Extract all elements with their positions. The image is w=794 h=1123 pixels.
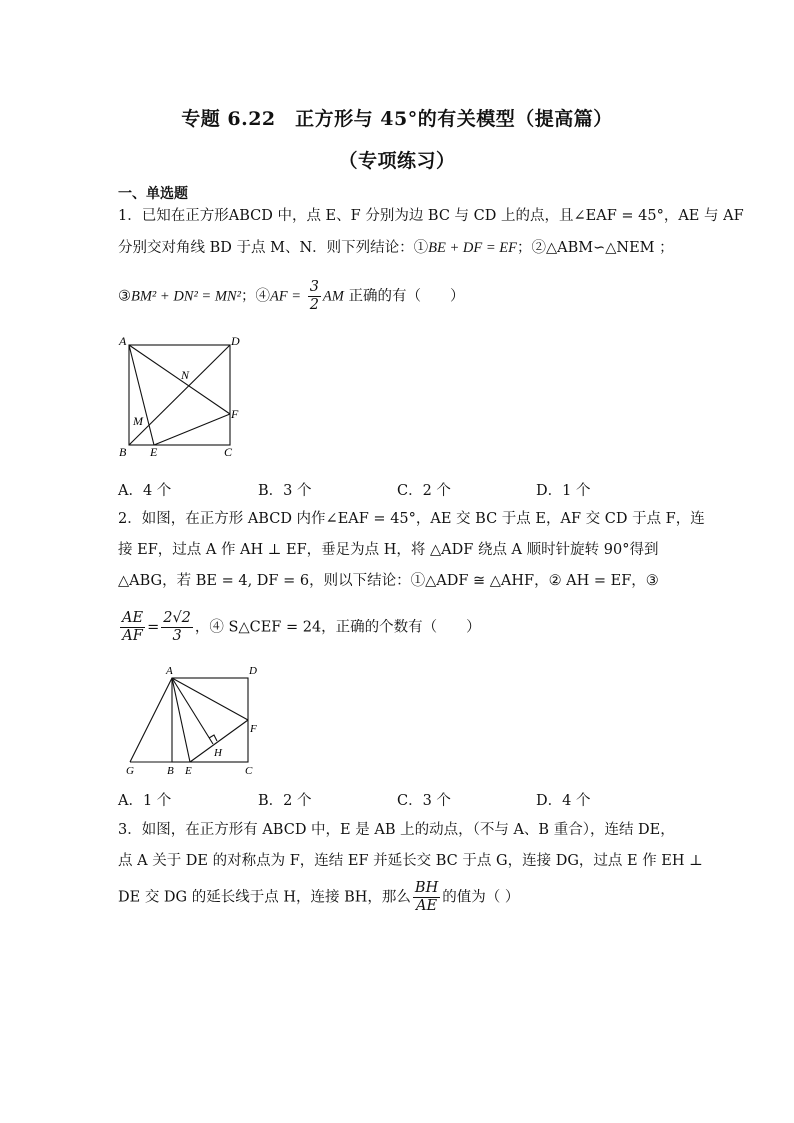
q2-label-a: A [166, 665, 173, 677]
q1-label-f: F [231, 407, 239, 421]
q1-label-m: M [133, 414, 143, 428]
q3-line-3 [118, 880, 688, 915]
q2-label-d: D [249, 665, 257, 677]
q1-line-2 [118, 238, 688, 258]
q1-equation-4: AF = [269, 288, 302, 305]
q2-option-b: B．2 个 [258, 793, 312, 809]
q3-fraction: $\frac{BH}{AE}$ [414, 880, 439, 914]
q1-equation-1: BE + DF = EF [428, 240, 517, 256]
q2-label-f: F [250, 723, 257, 735]
q3-line-1: 3．如图，在正方形有 ABCD 中，E 是 AB 上的动点，（不与 A、B 重合），连结 DE， [118, 822, 675, 838]
q2-fraction-2: $\frac{2√2}{3}$ [163, 610, 191, 644]
q1-text: ；④ [240, 288, 270, 305]
q2-label-c: C [245, 765, 253, 777]
q1-label-a: A [119, 334, 127, 348]
q2-label-h: H [214, 747, 222, 759]
q1-label-e: E [150, 445, 158, 459]
q2-line-4 [118, 610, 688, 645]
q1-text: 正确的有（ ） [343, 288, 465, 305]
q3-text: DE 交 DG 的延长线于点 H，连接 BH，那么 [118, 889, 411, 906]
q2-label-b: B [167, 765, 174, 777]
q2-text: ，④ S△CEF = 24，正确的个数有（ ） [194, 619, 481, 636]
q1-label-c: C [224, 445, 233, 459]
q3-text: 的值为（ ） [442, 889, 520, 906]
q3-line-2: 点 A 关于 DE 的对称点为 F，连结 EF 并延长交 BC 于点 G，连接 DG，过点 E 作 EH ⊥ [118, 853, 703, 869]
q1-line-3 [118, 279, 688, 314]
q2-line-2: 接 EF，过点 A 作 AH ⊥ EF，垂足为点 H，将 △ADF 绕点 A 顺时针旋转 90°得到 [118, 542, 659, 558]
q1-option-a: A．4 个 [118, 483, 172, 499]
q1-text: ③ [118, 288, 131, 305]
q1-fraction: $\frac{3}{2}$ [309, 279, 319, 313]
q1-line-1: 1．已知在正方形ABCD 中，点 E、F 分别为边 BC 与 CD 上的点，且∠EAF = 45°，AE 与 AF [118, 208, 744, 224]
q2-option-a: A．1 个 [118, 793, 172, 809]
q2-line-3: △ABG，若 BE = 4, DF = 6，则以下结论：①△ADF ≅ △AHF，② AH = EF，③ [118, 573, 659, 589]
page-title: 专题 6.22 正方形与 45°的有关模型（提高篇） [181, 108, 613, 130]
q1-text: ；②△ABM∽△NEM ； [516, 240, 674, 256]
page-subtitle: （专项练习） [338, 150, 456, 172]
q1-option-c: C．2 个 [397, 483, 451, 499]
q1-figure [115, 330, 255, 465]
q2-figure [118, 660, 268, 778]
q1-option-b: B．3 个 [258, 483, 312, 499]
q2-fraction-1: $\frac{AE}{AF}$ [122, 610, 144, 644]
q1-option-d: D．1 个 [536, 483, 591, 499]
q2-option-d: D．4 个 [536, 793, 591, 809]
q2-label-e: E [185, 765, 192, 777]
q2-label-g: G [126, 765, 134, 777]
q2-option-c: C．3 个 [397, 793, 451, 809]
q1-equation-3: BM² + DN² = MN² [131, 288, 241, 305]
q1-label-b: B [119, 445, 127, 459]
q1-label-d: D [231, 334, 240, 348]
q1-text: 分别交对角线 BD 于点 M、N．则下列结论：① [118, 240, 429, 256]
section-heading: 一、单选题 [118, 186, 188, 202]
q2-line-1: 2．如图，在正方形 ABCD 内作∠EAF = 45°，AE 交 BC 于点 E，AF 交 CD 于点 F，连 [118, 511, 705, 527]
q1-label-n: N [181, 368, 190, 382]
q2-equals: = [147, 619, 160, 636]
q1-equation-4b: AM [322, 288, 344, 305]
